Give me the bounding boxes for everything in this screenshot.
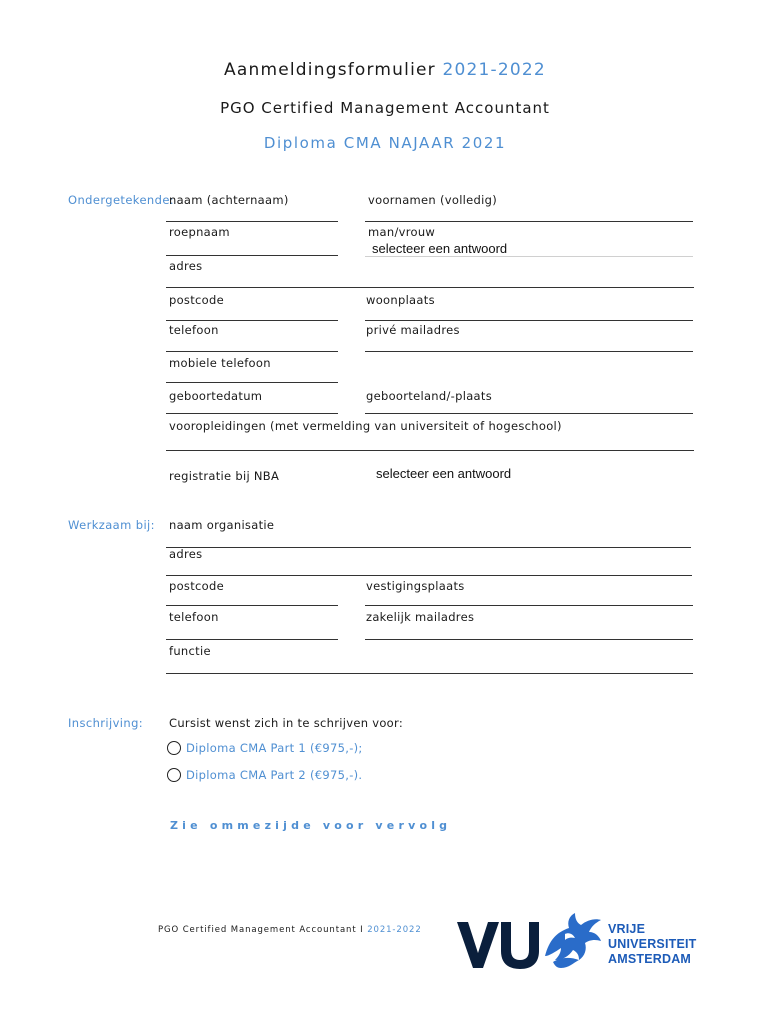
telefoon-field[interactable] [166,351,338,352]
form-title [0,60,770,80]
vu-wordmark-line-3: AMSTERDAM [608,952,692,966]
werk-adres-field[interactable] [166,575,692,576]
footer-text [158,925,422,935]
inschrijving-intro: Cursist wenst zich in te schrijven voor: [169,716,404,730]
geboorteland-field[interactable] [365,413,693,414]
footer-year: 2021-2022 [367,925,422,935]
adres-field[interactable] [166,287,694,288]
nba-select[interactable]: selecteer een antwoord [376,466,512,481]
zakelijk-mail-label: zakelijk mailadres [366,610,475,624]
vu-logo [455,910,705,972]
postcode-label: postcode [169,293,224,307]
woonplaats-field[interactable] [365,320,693,321]
geboortedatum-field[interactable] [166,413,338,414]
postcode-field[interactable] [166,320,338,321]
section-werkzaam: Werkzaam bij: [68,518,155,532]
section-ondergetekende: Ondergetekende: [68,193,175,207]
zie-ommezijde-note: Zie ommezijde voor vervolg [170,819,452,832]
section-inschrijving: Inschrijving: [68,716,144,730]
vestigingsplaats-field[interactable] [365,605,693,606]
part2-radio[interactable] [167,768,181,782]
werk-postcode-field[interactable] [166,605,338,606]
naam-label: naam (achternaam) [169,193,289,207]
form-title-main: Aanmeldingsformulier [224,60,436,80]
mobiel-label: mobiele telefoon [169,356,271,370]
vu-wordmark [608,922,697,967]
vu-wordmark-line-1: VRIJE [608,922,646,936]
part1-radio[interactable] [167,741,181,755]
naam-field[interactable] [166,221,338,222]
vestigingsplaats-label: vestigingsplaats [366,579,465,593]
werk-telefoon-label: telefoon [169,610,219,624]
voornamen-field[interactable] [365,221,693,222]
vu-monogram-icon [455,920,541,970]
form-subtitle: PGO Certified Management Accountant [220,99,550,117]
zakelijk-mail-field[interactable] [365,639,693,640]
woonplaats-label: woonplaats [366,293,435,307]
organisatie-field[interactable] [166,547,691,548]
functie-label: functie [169,644,211,658]
geboortedatum-label: geboortedatum [169,389,263,403]
functie-field[interactable] [166,673,693,674]
roepnaam-field[interactable] [166,255,338,256]
werk-telefoon-field[interactable] [166,639,338,640]
werk-adres-label: adres [169,547,203,561]
diploma-title: Diploma CMA NAJAAR 2021 [263,134,507,152]
part1-label: Diploma CMA Part 1 (€975,-); [186,741,363,755]
mobiel-field[interactable] [166,382,338,383]
vu-wordmark-line-2: UNIVERSITEIT [608,937,697,951]
roepnaam-label: roepnaam [169,225,230,239]
nba-label: registratie bij NBA [169,469,280,483]
prive-mail-field[interactable] [365,351,693,352]
vooropleidingen-label: vooropleidingen (met vermelding van universiteit of hogeschool) [169,419,562,433]
voornamen-label: voornamen (volledig) [368,193,498,207]
griffin-icon [539,910,605,972]
organisatie-label: naam organisatie [169,518,275,532]
telefoon-label: telefoon [169,323,219,337]
werk-postcode-label: postcode [169,579,224,593]
vooropleidingen-field[interactable] [166,450,694,451]
prive-mail-label: privé mailadres [366,323,460,337]
part2-label: Diploma CMA Part 2 (€975,-). [186,768,363,782]
man-vrouw-label: man/vrouw [368,225,436,239]
man-vrouw-select[interactable]: selecteer een antwoord [372,241,508,256]
form-title-year: 2021-2022 [442,60,546,80]
footer-label: PGO Certified Management Accountant I [158,925,364,935]
adres-label: adres [169,259,203,273]
man-vrouw-underline [365,256,693,257]
geboorteland-label: geboorteland/-plaats [366,389,493,403]
